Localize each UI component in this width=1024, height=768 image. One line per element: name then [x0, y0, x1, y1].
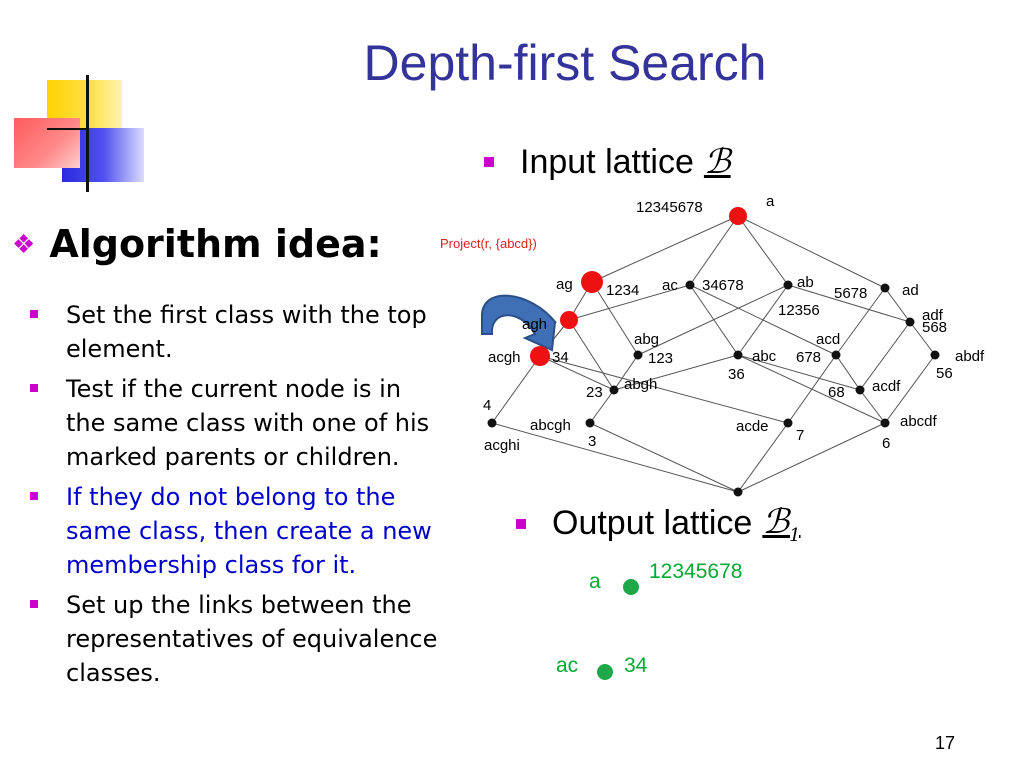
lattice-symbol: ℬ	[703, 142, 731, 182]
node-label: ac	[662, 277, 678, 294]
algorithm-bullet-list	[28, 298, 438, 696]
node-label: abgh	[624, 376, 658, 393]
node-label: abdf	[955, 348, 985, 365]
output-node-name: a	[589, 570, 601, 593]
node-abgh	[610, 386, 619, 395]
node-label: 7	[796, 427, 805, 444]
bullet-text: Set the first class with the top element.	[66, 301, 427, 363]
node-label: 5678	[834, 285, 868, 302]
node-label: 56	[936, 365, 953, 382]
square-bullet-icon	[30, 310, 38, 318]
node-label: agh	[522, 316, 548, 333]
output-node-name: ac	[556, 654, 579, 677]
node-label: 68	[828, 384, 845, 401]
bullet-item	[28, 480, 438, 582]
node-ag	[581, 271, 603, 293]
square-bullet-icon	[30, 384, 38, 392]
bullet-text: If they do not belong to the same class, then create a new membership class for it.	[66, 483, 432, 579]
node-label: 3	[588, 433, 597, 450]
bullet-item	[28, 588, 438, 690]
bullet-text: Set up the links between the representatives of equivalence classes.	[66, 591, 438, 687]
node-label: acghi	[484, 437, 520, 454]
node-label: 123	[648, 350, 674, 367]
input-lattice-diagram	[430, 190, 1010, 510]
node-label: abcgh	[530, 417, 571, 434]
node-label: 12345678	[636, 199, 703, 216]
bullet-text: Test if the current node is in the same class with one of his marked parents or children.	[66, 375, 430, 471]
node-label: acgh	[488, 349, 521, 366]
node-label: 36	[728, 366, 745, 383]
algorithm-heading-text: Algorithm idea:	[49, 222, 382, 266]
logo-horizontal-line	[47, 128, 87, 130]
node-abcdf	[881, 419, 890, 428]
output-node-dot	[623, 579, 639, 595]
logo-red-block	[14, 118, 80, 168]
lattice-node-labels	[440, 193, 985, 454]
node-acde	[784, 419, 793, 428]
node-label: 34	[552, 349, 569, 366]
node-label: 678	[796, 349, 822, 366]
node-ac	[686, 281, 695, 290]
node-abdf	[931, 351, 940, 360]
node-label: 568	[922, 319, 948, 336]
node-adf	[906, 318, 915, 327]
node-bottom	[734, 488, 743, 497]
square-bullet-icon	[30, 600, 38, 608]
input-lattice-text: Input lattice	[520, 142, 694, 181]
node-label: adf	[922, 307, 943, 324]
output-node-dot	[597, 664, 613, 680]
node-label: ag	[556, 276, 573, 293]
node-label: abg	[634, 331, 660, 348]
node-label: ab	[797, 274, 814, 291]
output-node-extent: 12345678	[649, 560, 743, 583]
lattice-symbol	[762, 502, 800, 546]
logo-vertical-line	[86, 75, 89, 192]
node-label: ad	[902, 282, 919, 299]
lattice-symbol-base: ℬ	[762, 502, 790, 542]
slide-title: Depth-first Search	[363, 35, 767, 91]
node-label: a	[766, 193, 775, 210]
node-label: 1234	[606, 282, 640, 299]
lattice-subscript: 1	[789, 524, 801, 546]
square-bullet-icon	[484, 157, 494, 167]
square-bullet-icon	[516, 519, 526, 529]
node-acdf	[856, 386, 865, 395]
output-lattice-label	[516, 502, 801, 546]
node-label: 34678	[702, 277, 744, 294]
node-acghi	[488, 419, 497, 428]
node-top	[729, 207, 747, 225]
node-abg	[634, 351, 643, 360]
node-label: acde	[736, 418, 769, 435]
node-label: 4	[483, 397, 492, 414]
node-label: abcdf	[900, 413, 937, 430]
node-ab	[784, 281, 793, 290]
algorithm-heading	[12, 222, 382, 266]
output-node-extent: 34	[624, 654, 648, 677]
page-number: 17	[935, 733, 956, 753]
node-abc	[734, 351, 743, 360]
node-agh	[560, 311, 578, 329]
node-label: acd	[816, 331, 841, 348]
node-label: 6	[882, 435, 891, 452]
node-label: 12356	[778, 302, 820, 319]
diamond-bullet-icon: ❖	[12, 228, 36, 259]
node-ad	[881, 284, 890, 293]
node-abcgh	[586, 419, 595, 428]
square-bullet-icon	[30, 492, 38, 500]
bullet-item	[28, 372, 438, 474]
output-lattice-diagram	[540, 555, 800, 695]
bullet-item	[28, 298, 438, 366]
node-label: acdf	[872, 378, 901, 395]
output-lattice-text: Output lattice	[552, 504, 753, 543]
project-label: Project(r, {abcd})	[440, 236, 537, 251]
input-lattice-label	[484, 142, 731, 182]
node-label: 23	[586, 384, 603, 401]
node-acgh	[530, 346, 550, 366]
node-label: abc	[752, 348, 777, 365]
node-acd	[832, 351, 841, 360]
